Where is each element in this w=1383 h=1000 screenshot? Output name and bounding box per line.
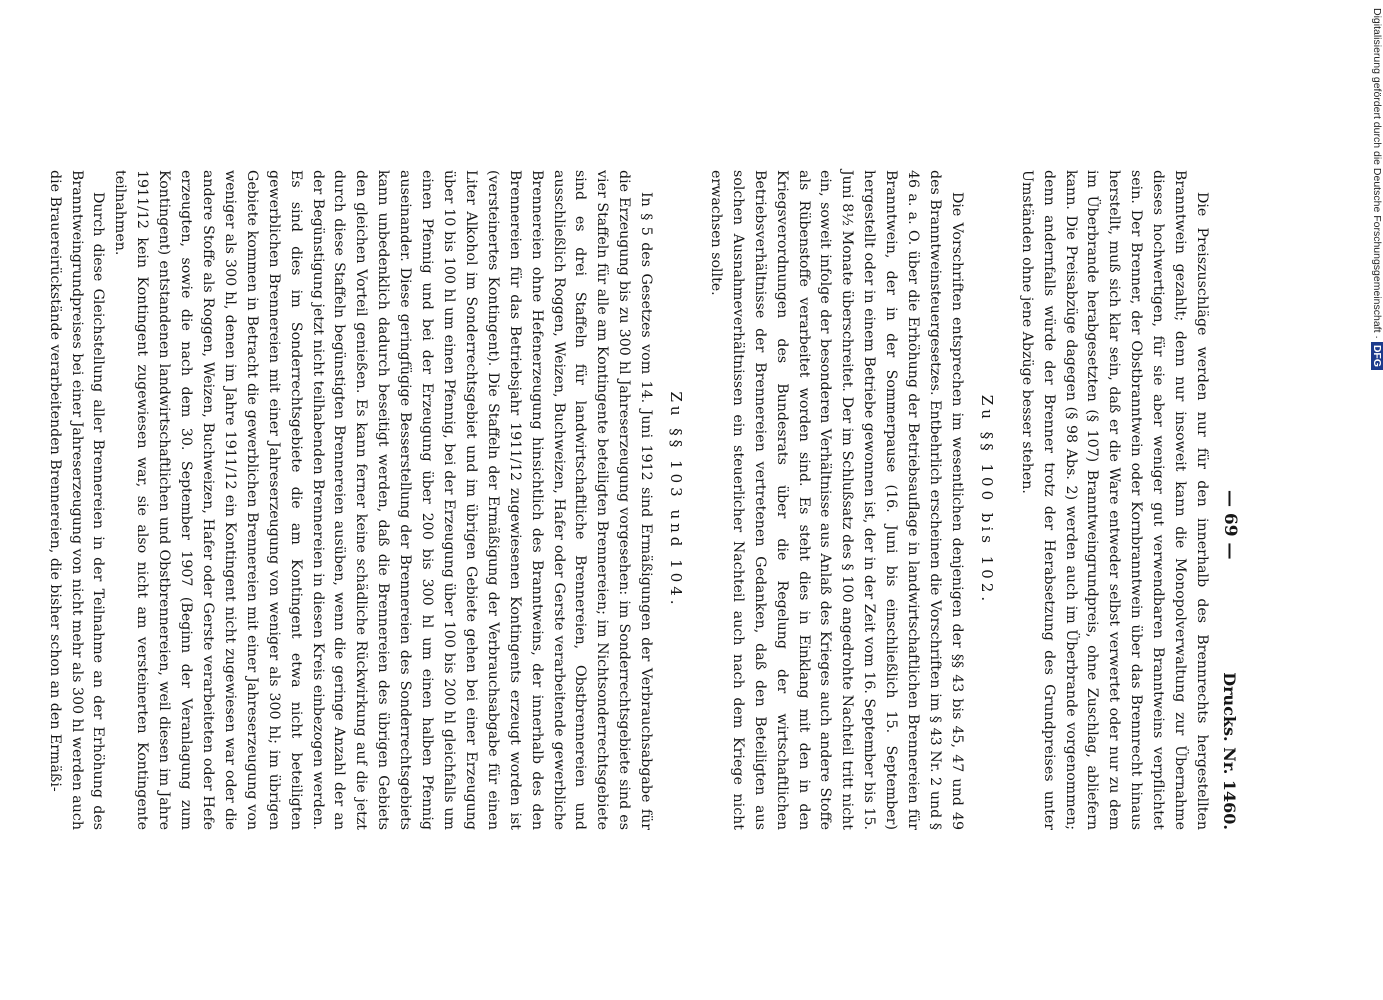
page-number: — 69 —	[1220, 490, 1240, 560]
section-2-paragraph-2: Durch diese Gleichstellung aller Brennereien in der Teilnahme an der Erhöhung des Branntweingrundpreises bei einer Jahreserzeugung von nicht mehr als 300 hl werden auch die Brauereirückstände verarbeitenden Brennereien, die bisher schon an den Ermäßi-	[46, 170, 107, 830]
dfg-logo: DFG	[1371, 342, 1383, 370]
credit-text: Digitalisierung gefördert durch die Deutsche Forschungsgemeinschaft ·	[1371, 8, 1383, 339]
rotated-text-block	[46, 170, 1240, 830]
section-1-paragraph: Die Vorschriften entsprechen im wesentlichen denjenigen der §§ 43 bis 45, 47 und 49 des Branntweinsteuergesetzes. Entbehrlich erscheinen die Vorschriften im § 43 Nr. 2 und § 46 a. a. O. über die Erhöhung der Betriebsauflage in landwirtschaftlichen Brennereien für Branntwein, der in der Sommerpause (16. Juni bis einschließlich 15. September) hergestellt oder in einem Betriebe gewonnen ist, der in der Zeit vom 16. September bis 15. Juni 8½ Monate überschreitet. Der im Schlußsatz des § 100 angedrohte Nachteil tritt nicht ein, soweit infolge der besonderen Verhältnisse aus Anlaß des Krieges auch andere Stoffe als Rübenstoffe verarbeitet worden sind. Es steht dies in Einklang mit den in den Kriegsverordnungen des Bundesrats über die Regelung der wirtschaftlichen Betriebsverhältnisse der Brennereien vertretenen Gedanken, daß den Beteiligten aus solchen Ausnahmeverhältnissen ein steuerlicher Nachteil auch nach dem Kriege nicht erwachsen sollte.	[707, 170, 965, 830]
intro-paragraph: Die Preiszuschläge werden nur für den innerhalb des Brennrechts hergestellten Branntwein gezahlt; denn nur insoweit kann die Monopolverwaltung zur Übernahme dieses hochwertigen, für sie aber weniger gut verwendbaren Branntweins verpflichtet sein. Der Brenner, der Obstbranntwein oder Kornbranntwein über das Brennrecht hinaus herstellt, muß sich klar sein, daß er die Ware entweder selbst verwertet oder nur zu dem im Überbrande herabgesetzten (§ 107) Branntweingrundpreis, ohne Zuschlag, abliefern kann. Die Preisabzüge dagegen (§ 98 Abs. 2) werden auch im Überbrande vorgenommen; denn andernfalls würde der Brenner trotz der Herabsetzung des Grundpreises unter Umständen ohne jene Abzüge besser stehen.	[1018, 170, 1210, 830]
section-heading-100-102: Zu §§ 100 bis 102.	[977, 394, 996, 606]
document-reference: Drucks. Nr. 1460.	[1220, 672, 1239, 830]
section-heading-103-104: Zu §§ 103 und 104.	[667, 391, 686, 609]
section-2-paragraph-1: In § 5 des Gesetzes vom 14. Juni 1912 sind Ermäßigungen der Verbrauchsabgabe für die Erzeugung bis zu 300 hl Jahreserzeugung vorgesehen: im Sonderrechtsgebiete sind es vier Staffeln für alle am Kontingente beteiligten Brennereien; im Nichtsonderrechtsgebiete sind es drei Staffeln für landwirtschaftliche Brennereien, Obstbrennereien und ausschließlich Roggen, Weizen, Buchweizen, Hafer oder Gerste verarbeitende gewerbliche Brennereien ohne Hefenerzeugung hinsichtlich des Branntweins, der innerhalb des den Brennereien für das Betriebsjahr 1911/12 zugewiesenen Kontingents erzeugt worden ist (versteinertes Kontingent). Die Staffeln der Ermäßigung der Verbrauchsabgabe für einen Liter Alkohol im Sonderrechtsgebiet und im übrigen Gebiete gehen bei einer Erzeugung über 10 bis 100 hl um einen Pfennig, bei der Erzeugung über 100 bis 200 hl gleichfalls um einen Pfennig und bei der Erzeugung über 200 bis 300 hl um einen halben Pfennig auseinander. Diese geringfügige Besserstellung der Brennereien des Sonderrechtsgebiets kann unbedenklich dadurch beseitigt werden, daß die Brennereien des übrigen Gebiets den gleichen Vorteil genießen. Es kann ferner keine schädliche Rückwirkung auf die jetzt durch diese Staffeln begünstigten Brennereien ausüben, wenn die geringe Anzahl der an der Begünstigung jetzt nicht teilhabenden Brennereien in diesen Kreis einbezogen werden. Es sind dies im Sonderrechtsgebiete die am Kontingent etwa nicht beteiligten gewerblichen Brennereien mit einer Jahreserzeugung von weniger als 300 hl; im übrigen Gebiete kommen in Betracht die gewerblichen Brennereien mit einer Jahreserzeugung von weniger als 300 hl, denen im Jahre 1911/12 ein Kontingent nicht zugewiesen war oder die andere Stoffe als Roggen, Weizen, Buchweizen, Hafer oder Gerste verarbeiteten oder Hefe erzeugten, sowie die nach dem 30. September 1907 (Beginn der Veranlagung zum Kontingent) entstandenen landwirtschaftlichen und Obstbrennereien, weil diesen im Jahre 1911/12 kein Kontingent zugewiesen war, sie also nicht am versteinerten Kontingente teilnahmen.	[112, 170, 655, 830]
digitization-credit	[1365, 8, 1383, 988]
page-header	[1216, 170, 1240, 830]
